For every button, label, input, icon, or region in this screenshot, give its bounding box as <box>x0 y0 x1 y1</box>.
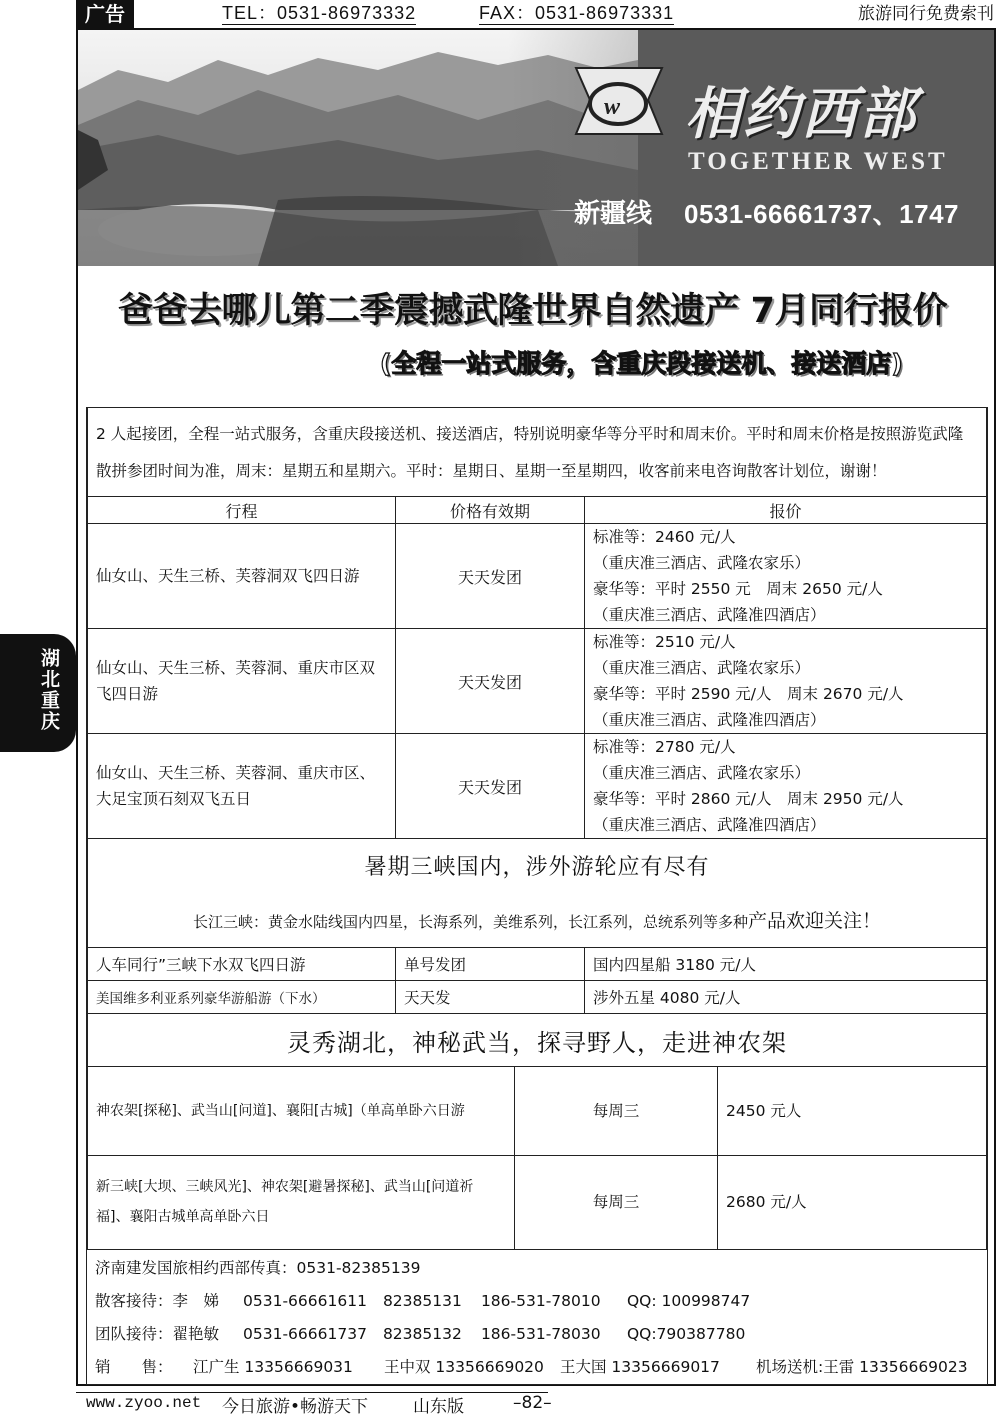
tour-row <box>88 524 987 629</box>
hubei-route: 新三峡[大坝、三峡风光]、神农架[避暑探秘]、武当山[问道祈福]、襄阳古城单高单卧六日 <box>88 1155 515 1249</box>
header-tel: TEL：0531-86973332 <box>222 3 417 23</box>
price-line: 豪华等：平时 2550 元 周末 2650 元/人 <box>593 580 883 598</box>
publication-label: 旅游同行免费索刊 <box>858 4 994 24</box>
ad-tag: 广告 <box>76 0 134 28</box>
brand-name-cn: 相约西部 <box>685 82 917 147</box>
xinjiang-line-label: 新疆线 <box>574 199 653 229</box>
sanxia-note-text: 长江三峡：黄金水陆线国内四星，长海系列，美维系列，长江系列，总统系列等多种 <box>192 912 748 931</box>
tour-route: 仙女山、天生三桥、芙蓉洞、重庆市区双飞四日游 <box>88 629 396 734</box>
brand-logo-icon <box>576 68 662 134</box>
airport-transfer: 机场送机:王雷 13356669023 <box>756 1357 968 1376</box>
intro-text: 2 人起接团，全程一站式服务，含重庆段接送机、接送酒店，特别说明豪华等分平时和周末价。平时和周末价格是按照游览武隆散拼参团时间为准，周末：星期五和星期六。平时：星期日、星期一至星期四，收客前来电咨询散客计划位，谢谢！ <box>88 408 987 497</box>
sanxia-row <box>88 948 987 981</box>
price-line: 标准等：2460 元/人 <box>593 528 736 546</box>
price-line: （重庆准三酒店、武隆农家乐） <box>593 764 811 782</box>
tour-price <box>585 629 987 734</box>
group-contact <box>87 1318 987 1351</box>
xinjiang-line-phone: 0531-66661737、1747 <box>684 199 960 229</box>
tour-row <box>88 734 987 839</box>
svg-text:w: w <box>604 94 621 120</box>
hubei-route: 神农架[探秘]、武当山[问道]、襄阳[古城]（单高单卧六日游 <box>88 1067 515 1155</box>
side-tab-label: 湖北重庆 <box>38 648 60 732</box>
tour-price <box>585 524 987 629</box>
tour-price <box>585 734 987 839</box>
tour-route: 仙女山、天生三桥、芙蓉洞、重庆市区、大足宝顶石刻双飞五日 <box>88 734 396 839</box>
group-tel2: 82385132 <box>382 1324 462 1343</box>
retail-qq: QQ: 100998747 <box>626 1291 751 1310</box>
header-route: 行程 <box>88 497 396 524</box>
price-line: （重庆准三酒店、武隆准四酒店） <box>593 606 826 624</box>
hubei-schedule: 每周三 <box>515 1067 718 1155</box>
price-line: 豪华等：平时 2590 元/人 周末 2670 元/人 <box>593 685 904 703</box>
header-validity: 价格有效期 <box>396 497 585 524</box>
price-line: 标准等：2780 元/人 <box>593 738 736 756</box>
sanxia-schedule: 单号发团 <box>396 948 585 981</box>
tour-validity: 天天发团 <box>396 629 585 734</box>
hubei-schedule: 每周三 <box>515 1155 718 1249</box>
sanxia-route: 人车同行”三峡下水双飞四日游 <box>88 948 396 981</box>
retail-mobile: 186-531-78010 <box>480 1291 601 1310</box>
footer-url[interactable]: www.zyoo.net <box>86 1394 202 1412</box>
sanxia-note-emphasis: 产品欢迎关注！ <box>748 909 882 932</box>
fax-line: 济南建发国旅相约西部传真：0531-82385139 <box>95 1258 421 1277</box>
price-line: （重庆准三酒店、武隆农家乐） <box>593 554 811 572</box>
sales-person-3: 王大国 13356669017 <box>560 1357 720 1376</box>
retail-phone: 0531-66661611 <box>243 1291 367 1310</box>
sales-label: 销 售： <box>95 1357 173 1376</box>
headline: 爸爸去哪儿第二季震撼武隆世界自然遗产 7月同行报价 <box>118 291 948 331</box>
tour-validity: 天天发团 <box>396 524 585 629</box>
page-number: –82– <box>513 1393 552 1413</box>
sales-person-1: 江广生 13356669031 <box>193 1357 353 1376</box>
hubei-row <box>88 1067 987 1155</box>
header-price: 报价 <box>585 497 987 524</box>
retail-contact <box>87 1285 987 1318</box>
sanxia-row <box>88 981 987 1014</box>
price-line: 豪华等：平时 2860 元/人 周末 2950 元/人 <box>593 790 904 808</box>
group-mobile: 186-531-78030 <box>480 1324 601 1343</box>
group-phone: 0531-66661737 <box>243 1324 367 1343</box>
sanxia-price: 涉外五星 4080 元/人 <box>585 981 987 1014</box>
price-table <box>86 407 988 1385</box>
sanxia-schedule: 天天发 <box>396 981 585 1014</box>
sanxia-title: 暑期三峡国内，涉外游轮应有尽有 <box>88 839 987 892</box>
price-line: （重庆准三酒店、武隆准四酒店） <box>593 711 826 729</box>
group-qq: QQ:790387780 <box>626 1324 746 1343</box>
sanxia-price: 国内四星船 3180 元/人 <box>585 948 987 981</box>
footer-slogan: 今日旅游•畅游天下 <box>222 1397 369 1417</box>
tour-route: 仙女山、天生三桥、芙蓉洞双飞四日游 <box>88 524 396 629</box>
sales-contact <box>87 1351 987 1384</box>
footer-edition: 山东版 <box>413 1397 464 1417</box>
subheadline: (全程一站式服务，含重庆段接送机、接送酒店) <box>380 349 903 378</box>
sales-person-2: 王中双 13356669020 <box>384 1357 544 1376</box>
hubei-row <box>88 1155 987 1249</box>
price-line: 标准等：2510 元/人 <box>593 633 736 651</box>
sanxia-route: 美国维多利亚系列豪华游船游（下水） <box>88 981 396 1014</box>
price-line: （重庆准三酒店、武隆准四酒店） <box>593 816 826 834</box>
group-label: 团队接待：翟艳敏 <box>95 1324 220 1343</box>
tour-row <box>88 629 987 734</box>
brand-name-en: TOGETHER WEST <box>688 148 948 175</box>
tour-validity: 天天发团 <box>396 734 585 839</box>
retail-tel2: 82385131 <box>382 1291 462 1310</box>
sanxia-note <box>88 891 987 948</box>
header-fax: FAX：0531-86973331 <box>479 3 675 23</box>
retail-label: 散客接待：李 娣 <box>95 1291 220 1310</box>
hubei-price: 2680 元/人 <box>718 1155 987 1249</box>
hubei-title: 灵秀湖北，神秘武当，探寻野人，走进神农架 <box>88 1014 987 1067</box>
price-line: （重庆准三酒店、武隆农家乐） <box>593 659 811 677</box>
hubei-price: 2450 元人 <box>718 1067 987 1155</box>
